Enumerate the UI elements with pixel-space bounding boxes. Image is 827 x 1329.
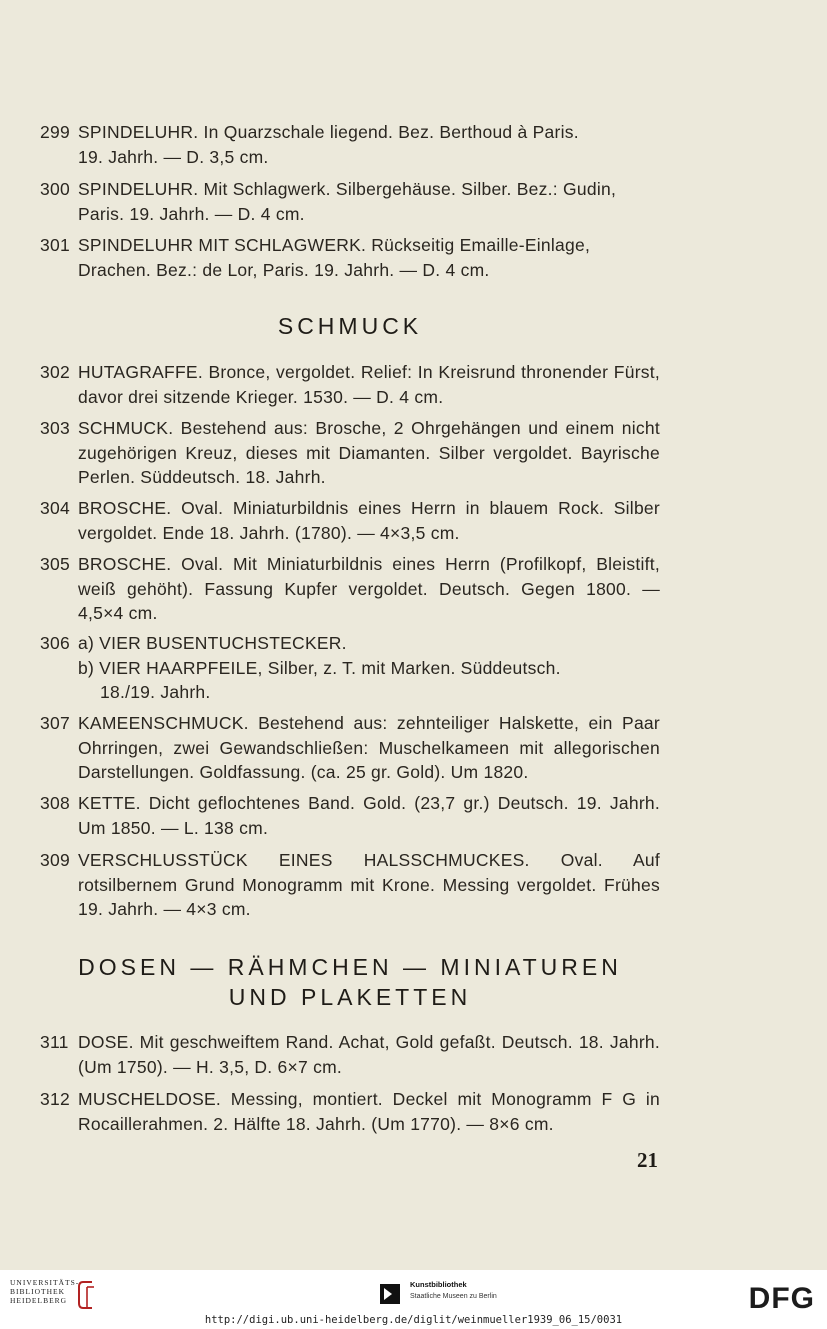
entry-number: 308 [40,793,70,813]
entry-text: KAMEENSCHMUCK. Bestehend aus: zehnteiliger Halskette, ein Paar Ohrringen, zwei Gewandschließen: Muschelkameen mit allegorischen Darstellungen. Goldfassung. (ca. 25 gr. Gold). Um 1820. [78,713,660,782]
entry-text: MUSCHELDOSE. Messing, montiert. Deckel mit Monogramm F G in Rocaillerahmen. 2. Hälfte 18. Jahrh. (Um 1770). — 8×6 cm. [78,1089,660,1134]
section-heading-line: UND PLAKETTEN [228,984,472,1010]
entry-text: HUTAGRAFFE. Bronce, vergoldet. Relief: In Kreisrund thronender Fürst, davor drei sitzende Krieger. 1530. — D. 4 cm. [78,362,660,407]
entry-number: 299 [40,122,70,142]
entry-text [78,177,660,226]
catalog-entry [40,177,660,226]
entry-subitem-b: b) VIER HAARPFEILE, Silber, z. T. mit Marken. Süddeutsch. [78,657,561,678]
entry-text: BROSCHE. Oval. Miniaturbildnis eines Herrn in blauem Rock. Silber vergoldet. Ende 18. Jahrh. (1780). — 4×3,5 cm. [78,498,660,543]
entry-number: 311 [40,1032,69,1052]
entry-number: 307 [40,713,70,733]
entry-number: 301 [40,235,70,255]
entry-line: SPINDELUHR. Mit Schlagwerk. Silbergehäuse. Silber. Bez.: Gudin, [78,179,617,199]
dfg-logo: DFG [748,1282,815,1315]
permalink-url[interactable]: http://digi.ub.uni-heidelberg.de/diglit/weinmueller1939_06_15/0031 [204,1314,623,1326]
catalog-entry [40,791,660,840]
catalog-entry [40,711,660,785]
entry-text: KETTE. Dicht geflochtenes Band. Gold. (23,7 gr.) Deutsch. 19. Jahrh. Um 1850. — L. 138 cm. [78,793,660,838]
page-number: 21 [637,1148,658,1172]
entry-line: Drachen. Bez.: de Lor, Paris. 19. Jahrh. — D. 4 cm. [78,259,490,280]
entry-subitem-a: a) VIER BUSENTUCHSTECKER. [78,633,347,653]
entry-line: Paris. 19. Jahrh. — D. 4 cm. [78,203,305,224]
catalog-entry [40,360,660,409]
entry-line: SPINDELUHR. In Quarzschale liegend. Bez. Berthoud à Paris. [78,122,579,142]
kunstbibliothek-mark-icon [378,1282,402,1306]
entry-line: SPINDELUHR MIT SCHLAGWERK. Rückseitig Emaille-Einlage, [78,235,591,255]
catalog-entry [40,1030,660,1079]
entry-number: 305 [40,554,70,574]
entry-number: 300 [40,179,70,199]
catalog-entry [40,496,660,545]
uni-logo-line: HEIDELBERG [10,1296,68,1305]
catalog-entry [40,631,660,705]
section-heading-line: DOSEN — RÄHMCHEN — MINIATUREN [78,954,622,980]
entry-number: 309 [40,850,70,870]
entry-line: 19. Jahrh. — D. 3,5 cm. [78,146,269,167]
entry-text: VERSCHLUSSTÜCK EINES HALSSCHMUCKES. Oval. Auf rotsilbernem Grund Monogramm mit Krone. Messing vergoldet. Frühes 19. Jahrh. — 4×3 cm. [78,850,660,919]
entry-text: DOSE. Mit geschweiftem Rand. Achat, Gold gefaßt. Deutsch. 18. Jahrh. (Um 1750). — H. 3,5, D. 6×7 cm. [78,1032,660,1077]
entry-number: 304 [40,498,70,518]
section-heading: SCHMUCK [277,313,423,339]
section-heading [40,952,660,1012]
catalog-entry [40,552,660,626]
kb-subtitle: Staatliche Museen zu Berlin [410,1293,497,1300]
catalog-entry [40,1087,660,1136]
entry-text [78,631,660,705]
entry-text [78,120,660,169]
uni-logo-line: UNIVERSITÄTS- [10,1278,80,1287]
catalog-entry [40,120,660,169]
entry-subitem-b-continuation: 18./19. Jahrh. [100,682,211,702]
kb-title: Kunstbibliothek [410,1280,467,1289]
catalog-entry [40,848,660,922]
entry-number: 306 [40,633,70,653]
uni-heidelberg-mark-icon [74,1278,100,1312]
catalog-entry [40,233,660,282]
uni-heidelberg-logo [10,1278,79,1305]
entry-number: 303 [40,418,70,438]
catalog-entry [40,416,660,490]
uni-logo-line: BIBLIOTHEK [10,1287,65,1296]
entry-number: 312 [40,1089,70,1109]
entry-text [78,233,660,282]
entry-number: 302 [40,362,70,382]
entry-text: SCHMUCK. Bestehend aus: Brosche, 2 Ohrgehängen und einem nicht zugehörigen Kreuz, dieses mit Diamanten. Silber vergoldet. Bayrische Perlen. Süddeutsch. 18. Jahrh. [78,418,660,487]
entry-text: BROSCHE. Oval. Mit Miniaturbildnis eines Herrn (Profilkopf, Bleistift, weiß gehöht). Fassung Kupfer vergoldet. Deutsch. Gegen 1800. — 4,5×4 cm. [78,554,660,623]
footer-bar [0,1270,827,1329]
